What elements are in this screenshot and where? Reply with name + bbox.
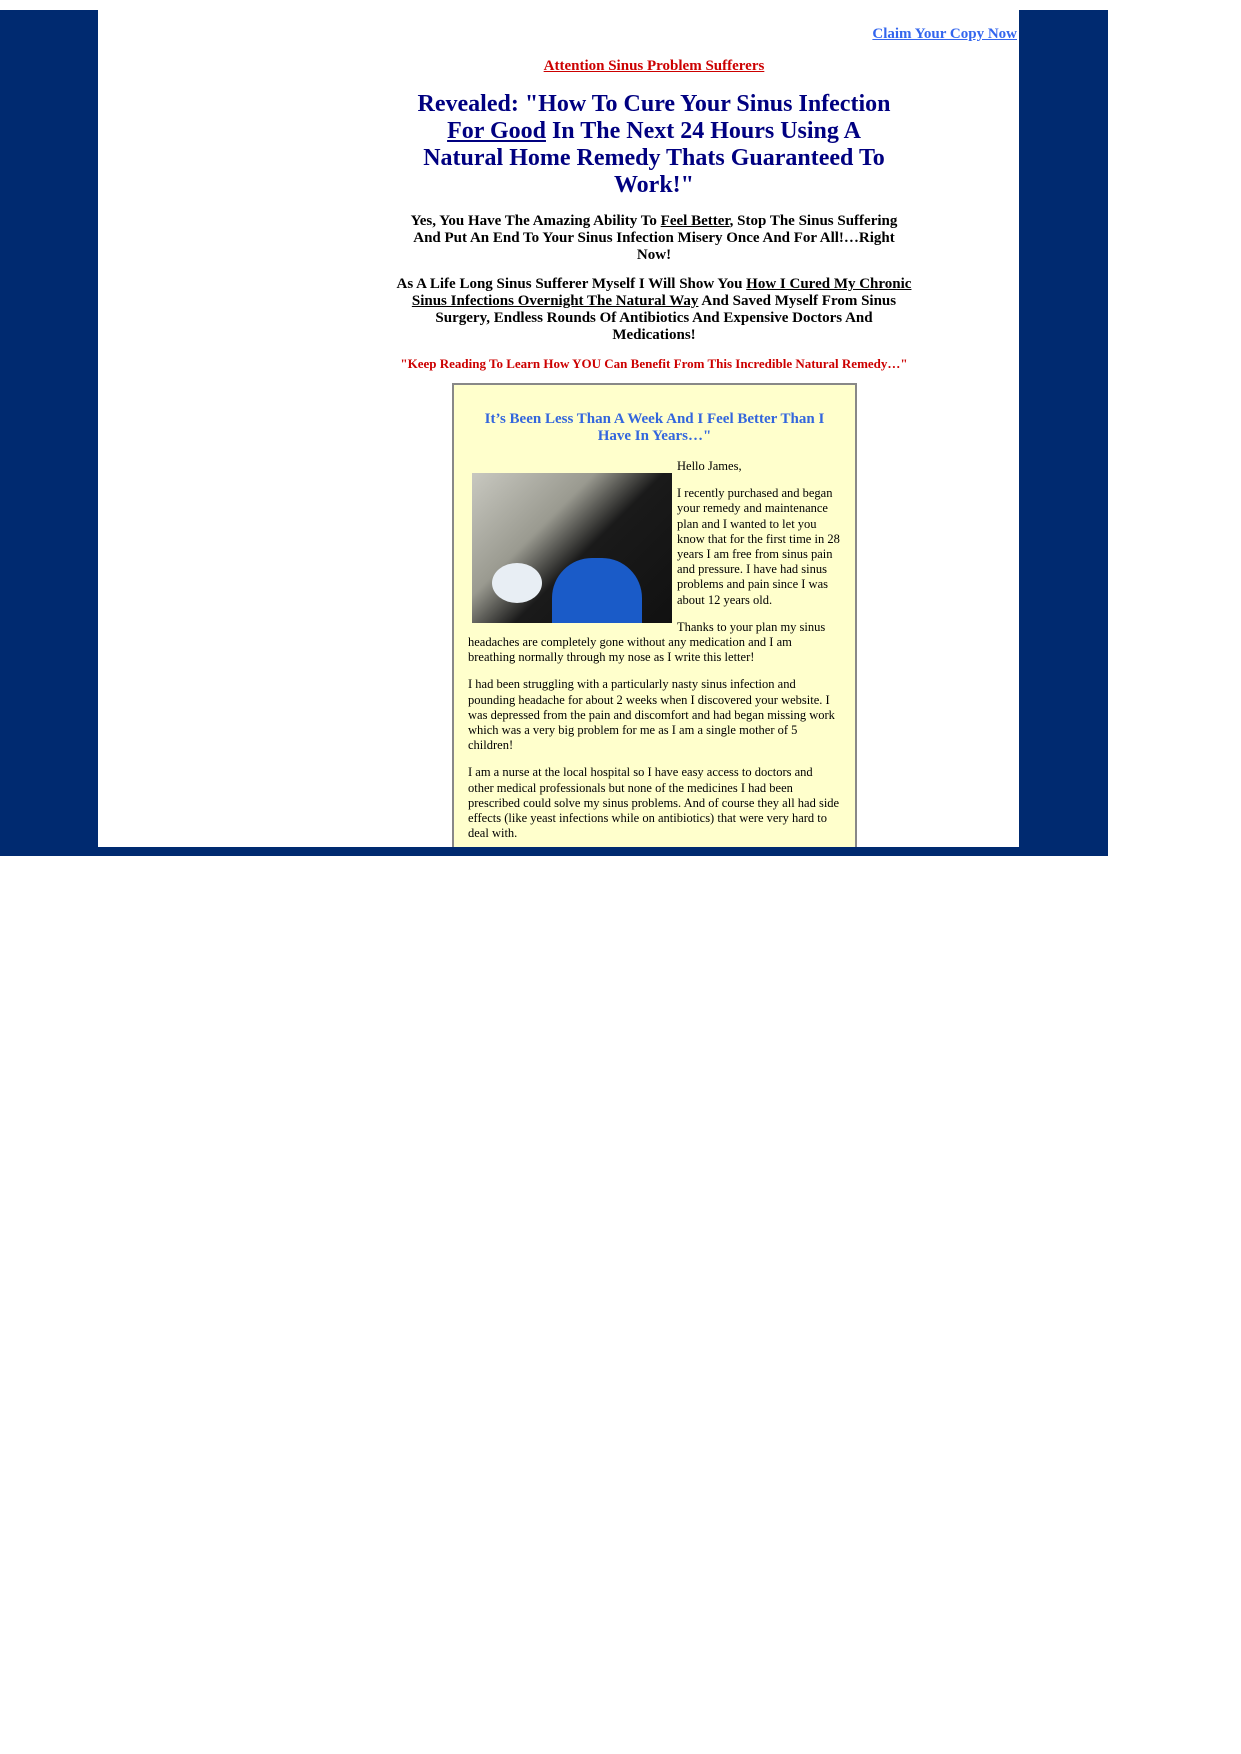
testimonial-paragraph: I am a nurse at the local hospital so I have easy access to doctors and other medical professionals but none of the medicines I had been prescribed could solve my sinus problems. And of course they all had side effects (like yeast infections while on antibiotics) that were very hard to deal with. bbox=[468, 765, 840, 841]
subheadline-1 bbox=[396, 213, 912, 264]
sub2-text-2: And Saved Myself From Sinus Surgery, Endless Rounds Of Antibiotics And Expensive Doctors And Medications! bbox=[435, 293, 897, 343]
sub2-underlined: How I Cured My Chronic Sinus Infections Overnight The Natural Way bbox=[411, 276, 912, 309]
content-area bbox=[98, 10, 1019, 847]
testimonial-box bbox=[452, 383, 857, 847]
sales-column bbox=[396, 58, 912, 847]
sub1-text-2: , Stop The Sinus Suffering And Put An End To Your Sinus Infection Misery Once And For All!…Right Now! bbox=[413, 213, 898, 263]
testimonial-paragraph: Hello James, bbox=[677, 459, 742, 473]
sub2-text: As A Life Long Sinus Sufferer Myself I Will Show You bbox=[396, 276, 747, 292]
testimonial-paragraph: I had been struggling with a particularly nasty sinus infection and pounding headache for about 2 weeks when I discovered your website. I was depressed from the pain and discomfort and had began missing work which was a very big problem for me as I am a single mother of 5 children! bbox=[468, 677, 835, 753]
sub1-text: Yes, You Have The Amazing Ability To bbox=[410, 213, 661, 229]
testimonial-paragraph: Thanks to your plan my sinus headaches are completely gone without any medication and I am breathing normally through my nose as I write this letter! bbox=[468, 619, 826, 665]
headline-text-2: In The Next 24 Hours Using A Natural Home Remedy Thats Guaranteed To Work!" bbox=[423, 118, 885, 198]
page-frame bbox=[0, 10, 1108, 856]
testimonial-title: It’s Been Less Than A Week And I Feel Better Than I Have In Years…" bbox=[484, 411, 825, 444]
keep-reading-text: "Keep Reading To Learn How YOU Can Benefit From This Incredible Natural Remedy…" bbox=[400, 356, 908, 371]
attention-heading: Attention Sinus Problem Sufferers bbox=[543, 58, 765, 74]
testimonial-photo bbox=[472, 473, 672, 623]
claim-copy-link[interactable]: Claim Your Copy Now bbox=[872, 26, 1017, 42]
sub1-underlined: Feel Better bbox=[660, 213, 730, 229]
headline bbox=[406, 91, 902, 199]
subheadline-2 bbox=[396, 276, 912, 344]
headline-text: Revealed: "How To Cure Your Sinus Infection bbox=[417, 91, 891, 117]
testimonial-paragraph: I recently purchased and began your remedy and maintenance plan and I wanted to let you know that for the first time in 28 years I am free from sinus pain and pressure. I have had sinus problems and pain since I was about 12 years old. bbox=[677, 486, 840, 607]
headline-underlined: For Good bbox=[447, 118, 546, 144]
